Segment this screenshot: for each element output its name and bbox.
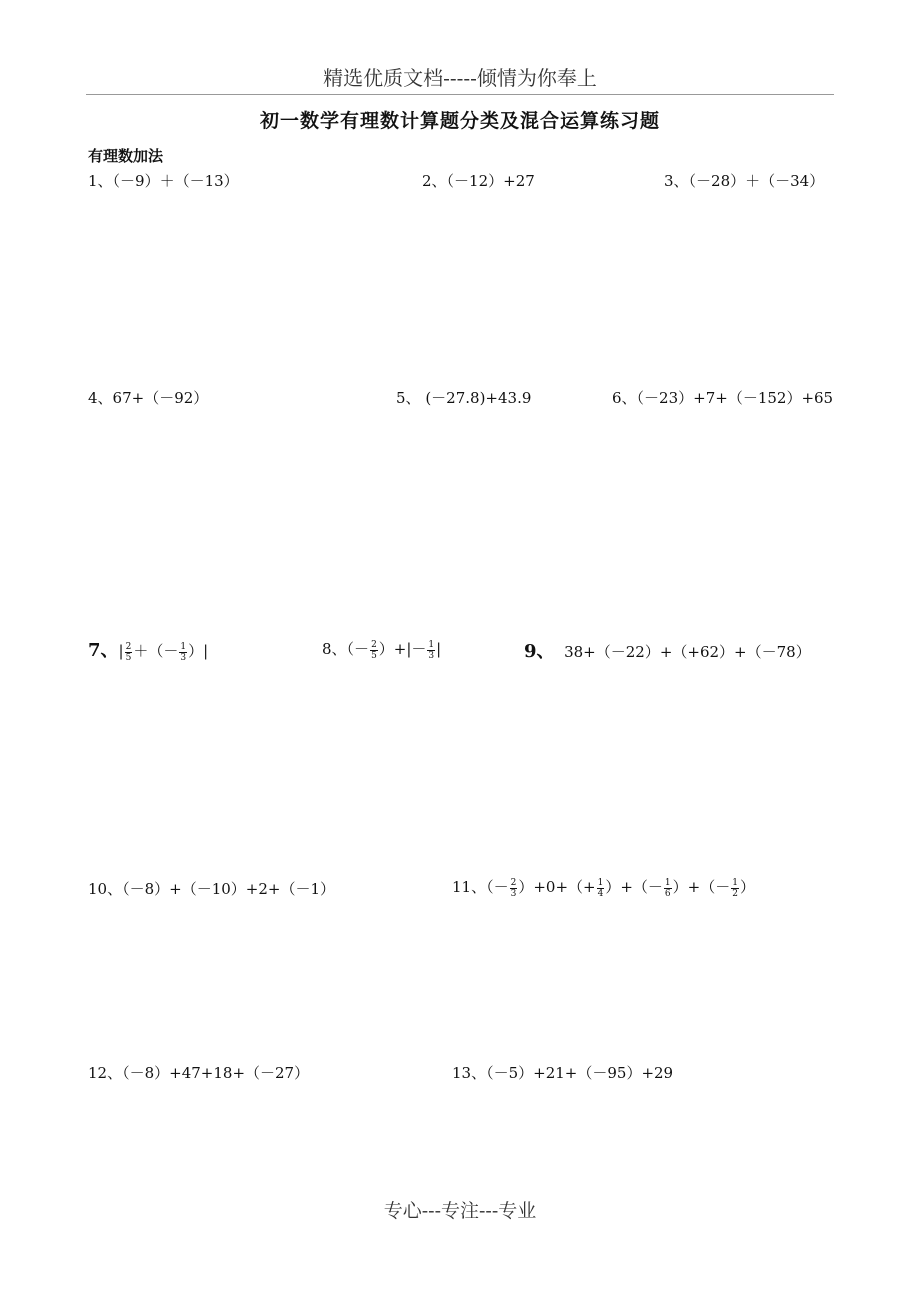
fraction-numerator: 1	[732, 877, 738, 888]
question-2	[422, 170, 535, 191]
page-footer: 专心---专注---专业	[383, 1200, 537, 1222]
fraction-numerator: 1	[597, 877, 604, 888]
fraction-denominator: 3	[510, 888, 517, 899]
question-expression: （－23）+7+（－152）+65	[636, 389, 834, 407]
question-number: 8、	[322, 640, 347, 658]
question-number: 2、	[422, 172, 447, 190]
expression-part: ）	[739, 878, 755, 896]
question-expression: （－5）+21+（－95）+29	[486, 1064, 674, 1082]
expression-part: ）+0+（+	[518, 878, 596, 896]
expression-part: ）+（－	[672, 878, 731, 896]
fraction	[731, 878, 739, 899]
fraction-numerator: 2	[510, 877, 517, 888]
question-5	[396, 387, 531, 408]
question-number: 4、	[88, 389, 113, 407]
question-expression: 38+（－22）+（+62）+（－78）	[564, 643, 811, 661]
question-number: 1、	[88, 172, 113, 190]
fraction-denominator: 3	[428, 650, 435, 661]
fraction-numerator: 1	[428, 639, 435, 650]
fraction-denominator: 2	[732, 888, 738, 899]
fraction-numerator: 1	[664, 877, 671, 888]
question-12	[88, 1062, 309, 1083]
question-7	[88, 636, 208, 663]
question-number: 5、	[396, 389, 421, 407]
question-number: 3、	[664, 172, 689, 190]
expression-part: |	[436, 640, 442, 658]
question-expression: （－8）+47+18+（－27）	[122, 1064, 310, 1082]
document-title: 初一数学有理数计算题分类及混合运算练习题	[259, 110, 660, 132]
question-number: 11、	[452, 878, 487, 896]
fraction	[125, 642, 133, 663]
question-11	[452, 876, 755, 899]
question-number: 7、	[88, 640, 119, 661]
question-expression: (－27.8)+43.9	[420, 389, 532, 407]
question-expression: 67+（－92）	[112, 389, 209, 407]
question-10	[88, 878, 335, 899]
fraction	[427, 640, 435, 661]
expression-part: （－	[346, 640, 370, 658]
question-3	[664, 170, 824, 191]
question-13	[452, 1062, 673, 1083]
fraction-denominator: 4	[597, 888, 604, 899]
fraction	[370, 640, 378, 661]
fraction-numerator: 2	[371, 639, 377, 650]
expression-part: ）+（－	[605, 878, 663, 896]
question-expression: （－8）+（－10）+2+（－1）	[122, 880, 336, 898]
expression-part: ＋（－	[133, 642, 179, 660]
fraction-denominator: 6	[664, 888, 671, 899]
question-number: 10、	[88, 880, 123, 898]
question-expression: （－28）＋（－34）	[688, 172, 825, 190]
page-header: 精选优质文档-----倾情为你奉上	[323, 66, 597, 90]
expression-part: ）+|－	[378, 640, 427, 658]
question-number: 12、	[88, 1064, 123, 1082]
question-4	[88, 387, 208, 408]
expression-part: ）|	[188, 642, 209, 660]
question-number: 6、	[612, 389, 637, 407]
fraction-numerator: 1	[180, 641, 187, 652]
fraction-numerator: 2	[125, 641, 132, 652]
fraction	[597, 878, 605, 899]
question-expression: （－9）＋（－13）	[112, 172, 239, 190]
expression-part: |	[118, 642, 124, 660]
fraction	[510, 878, 518, 899]
expression-part: （－	[486, 878, 509, 896]
question-1	[88, 170, 239, 191]
question-8	[322, 638, 441, 661]
question-6	[612, 387, 833, 408]
question-9	[524, 637, 811, 663]
header-divider	[86, 94, 834, 95]
fraction-denominator: 5	[125, 652, 132, 663]
fraction-denominator: 3	[180, 652, 187, 663]
question-number: 9、	[524, 641, 555, 662]
fraction	[664, 878, 672, 899]
question-expression: （－12）+27	[446, 172, 535, 190]
fraction	[179, 642, 187, 663]
fraction-denominator: 5	[371, 650, 377, 661]
question-number: 13、	[452, 1064, 487, 1082]
section-heading: 有理数加法	[88, 147, 164, 165]
